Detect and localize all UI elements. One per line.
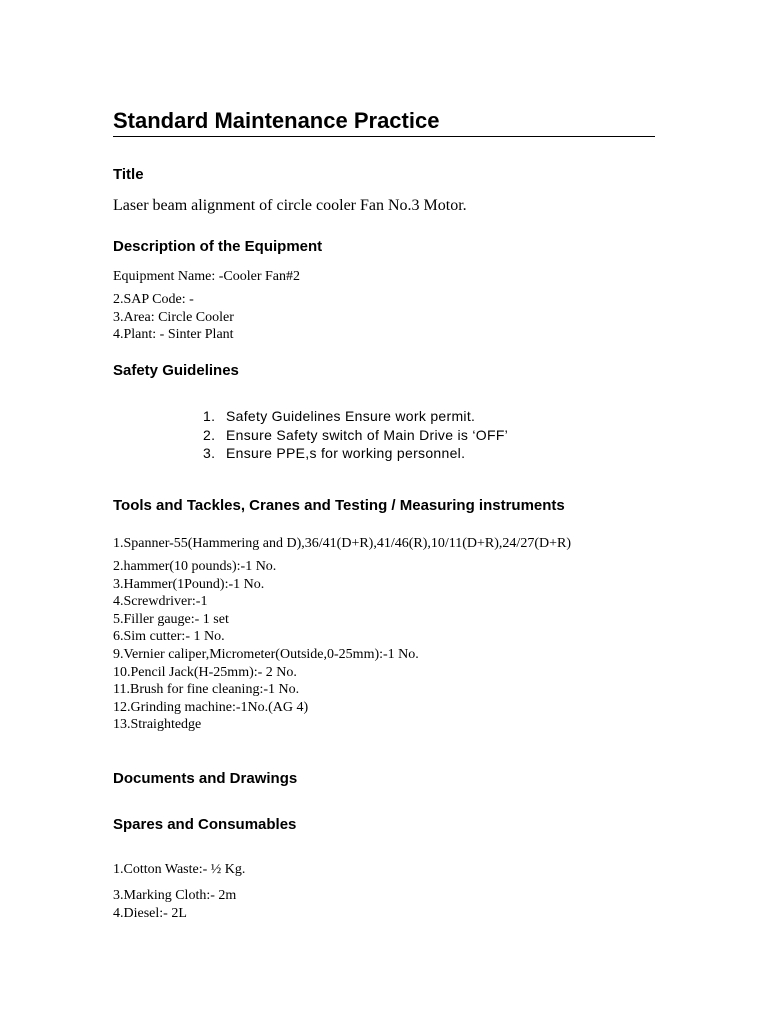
list-item: 4.Plant: - Sinter Plant [113, 327, 234, 343]
list-item: 5.Filler gauge:- 1 set [113, 611, 229, 627]
title-underline [113, 136, 655, 137]
list-item [203, 426, 508, 445]
tools-first-line: 1.Spanner-55(Hammering and D),36/41(D+R),41/46(R),10/11(D+R),24/27(D+R) [113, 536, 571, 551]
list-item-text: Ensure PPE,s for working personnel. [226, 445, 466, 461]
list-item [203, 407, 508, 426]
list-item-text: Ensure Safety switch of Main Drive is ‘OFF’ [226, 426, 509, 443]
list-item: 6.Sim cutter:- 1 No. [113, 629, 225, 645]
title-heading: Title [113, 166, 144, 183]
list-item: 4.Screwdriver:-1 [113, 594, 208, 610]
spares-first-line: 1.Cotton Waste:- ½ Kg. [113, 862, 246, 877]
tools-list [113, 558, 419, 734]
title-text: Laser beam alignment of circle cooler Fan No.3 Motor. [113, 197, 467, 214]
list-item-number: 2. [203, 426, 216, 443]
equipment-details-list [113, 291, 234, 344]
equipment-name-line: Equipment Name: -Cooler Fan#2 [113, 269, 301, 284]
list-item: 9.Vernier caliper,Micrometer(Outside,0-25mm):-1 No. [113, 646, 419, 662]
documents-heading: Documents and Drawings [113, 770, 298, 787]
list-item: 3.Area: Circle Cooler [113, 309, 234, 325]
list-item: 3.Marking Cloth:- 2m [113, 888, 237, 903]
list-item: 3.Hammer(1Pound):-1 No. [113, 576, 265, 592]
tools-heading: Tools and Tackles, Cranes and Testing / Measuring instruments [113, 497, 565, 514]
list-item [203, 444, 508, 463]
list-item: 2.SAP Code: - [113, 292, 194, 307]
spares-list [113, 887, 236, 922]
list-item: 11.Brush for fine cleaning:-1 No. [113, 682, 300, 698]
safety-heading: Safety Guidelines [113, 362, 239, 379]
list-item: 12.Grinding machine:-1No.(AG 4) [113, 699, 309, 715]
equipment-heading: Description of the Equipment [113, 238, 323, 255]
list-item-number: 1. [203, 408, 216, 424]
list-item: 2.hammer(10 pounds):-1 No. [113, 559, 277, 574]
list-item: 13.Straightedge [113, 717, 202, 733]
list-item-text: Safety Guidelines Ensure work permit. [226, 408, 476, 424]
safety-guidelines-list [203, 407, 508, 463]
spares-heading: Spares and Consumables [113, 816, 297, 833]
list-item: 10.Pencil Jack(H-25mm):- 2 No. [113, 664, 297, 680]
list-item: 4.Diesel:- 2L [113, 905, 187, 921]
list-item-number: 3. [203, 445, 216, 461]
document-title: Standard Maintenance Practice [113, 108, 440, 133]
